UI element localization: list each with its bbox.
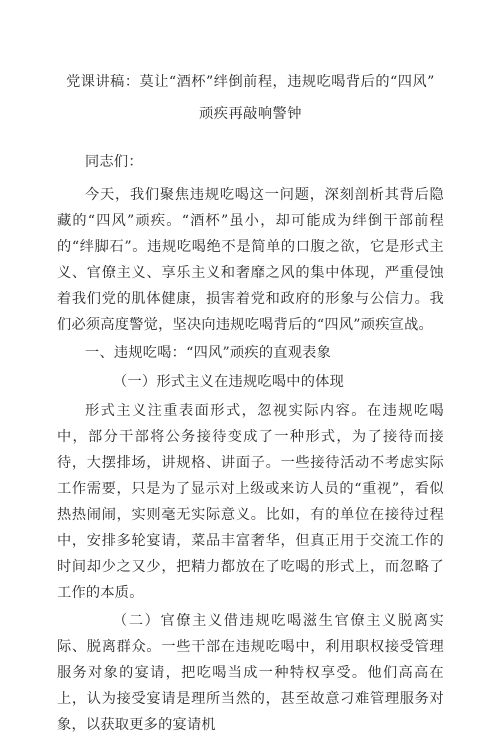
title-line-1: 党课讲稿：莫让“酒杯”绊倒前程，违规吃喝背后的“四风” xyxy=(66,74,435,90)
body-paragraph-bureaucratism: （二）官僚主义借违规吃喝滋生官僚主义脱离实际、脱离群众。一些干部在违规吃喝中，利用职权接受管理服务对象的宴请，把吃喝当成一种特权享受。他们高高在上，认为接受宴请是理所当然的，甚至故意刁难管理服务对象，以获取更多的宴请机 xyxy=(57,613,444,733)
subsection-heading-1: （一）形式主义在违规吃喝中的体现 xyxy=(113,374,345,390)
greeting: 同志们： xyxy=(85,154,143,170)
body-paragraph-formalism: 形式主义注重表面形式，忽视实际内容。在违规吃喝中，部分干部将公务接待变成了一种形式，为了接待而接待，大摆排场，讲规格、讲面子。一些接待活动不考虑实际工作需要，只是为了显示对上级或来访人员的“重视”，看似热热闹闹，实则毫无实际意义。比如，有的单位在接待过程中，安排多轮宴请，菜品丰富奢华，但真正用于交流工作的时间却少之又少，把精力都放在了吃喝的形式上，而忽略了工作的本质。 xyxy=(57,403,444,601)
document-title xyxy=(57,69,444,127)
section-heading-1: 一、违规吃喝：“四风”顽疾的直观表象 xyxy=(85,345,332,361)
title-line-2: 顽疾再敲响警钟 xyxy=(199,106,302,122)
intro-paragraph: 今天，我们聚焦违规吃喝这一问题，深刻剖析其背后隐藏的“四风”顽疾。“酒杯”虽小，却可能成为绊倒干部前程的“绊脚石”。违规吃喝绝不是简单的口腹之欲，它是形式主义、官僚主义、享乐主义和奢靡之风的集中体现，严重侵蚀着我们党的肌体健康，损害着党和政府的形象与公信力。我们必须高度警觉，坚决向违规吃喝背后的“四风”顽疾宣战。 xyxy=(57,187,444,333)
